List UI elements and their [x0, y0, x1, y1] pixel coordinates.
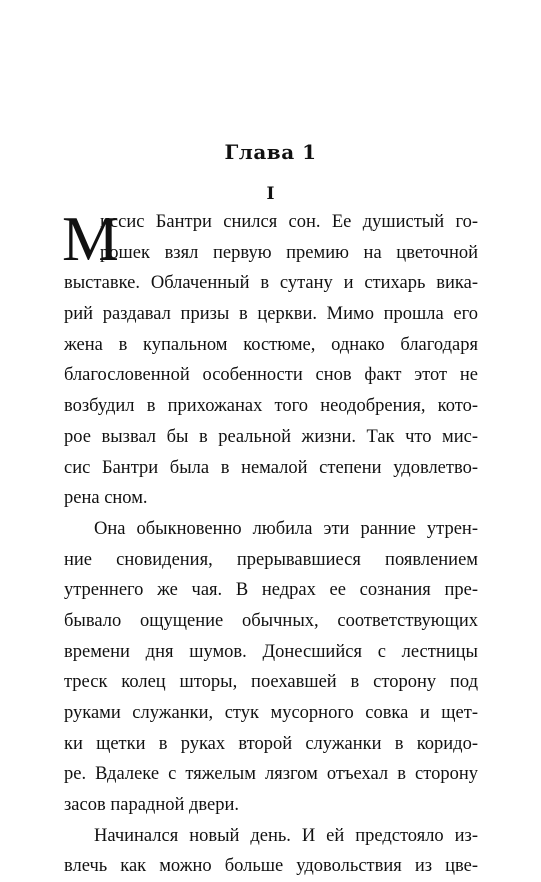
text-line: сис Бантри была в немалой степени удовлетво-: [64, 457, 478, 478]
text-line: жена в купальном костюме, однако благодаря: [64, 334, 478, 355]
text-line: руками служанки, стук мусорного совка и щет-: [64, 703, 478, 723]
text-line: треск колец шторы, поехавшей в сторону под: [64, 672, 478, 693]
body-text: [62, 203, 478, 882]
text-line: ние сновидения, прерывавшиеся появлением: [64, 549, 478, 570]
text-line: благословенной особенности снов факт этот не: [64, 365, 478, 386]
text-line: возбудил в прихожанах того неодобрения, кото-: [64, 396, 478, 417]
text-line: засов парадной двери.: [64, 795, 240, 816]
paragraph-1: [62, 203, 478, 514]
paragraph-3: [64, 821, 478, 882]
text-line: иссис Бантри снился сон. Ее душистый го-: [100, 212, 478, 232]
text-line: ки щетки в руках второй служанки в коридо-: [64, 733, 478, 754]
text-line: рена сном.: [64, 488, 148, 509]
text-line: утреннего же чая. В недрах ее сознания пре-: [64, 580, 478, 601]
section-number: I: [266, 184, 275, 204]
chapter-title: Глава 1: [224, 140, 317, 164]
text-line: времени дня шумов. Донесшийся с лестницы: [64, 641, 478, 662]
paragraph-2: [64, 514, 478, 821]
text-line: бывало ощущение обычных, соответствующих: [64, 610, 478, 631]
text-line: Начинался новый день. И ей предстояло из-: [94, 825, 478, 846]
text-line: Она обыкновенно любила эти ранние утрен-: [94, 518, 478, 539]
text-line: рий раздавал призы в церкви. Мимо прошла его: [64, 304, 478, 325]
drop-cap: М: [62, 203, 119, 274]
text-line: рое вызвал бы в реальной жизни. Так что мис-: [64, 426, 478, 447]
text-line: влечь как можно больше удовольствия из цве-: [64, 856, 478, 877]
text-line: ре. Вдалеке с тяжелым лязгом отъехал в сторону: [64, 764, 478, 785]
text-line: выставке. Облаченный в сутану и стихарь вика-: [64, 273, 478, 294]
text-line: рошек взял первую премию на цветочной: [100, 242, 478, 263]
